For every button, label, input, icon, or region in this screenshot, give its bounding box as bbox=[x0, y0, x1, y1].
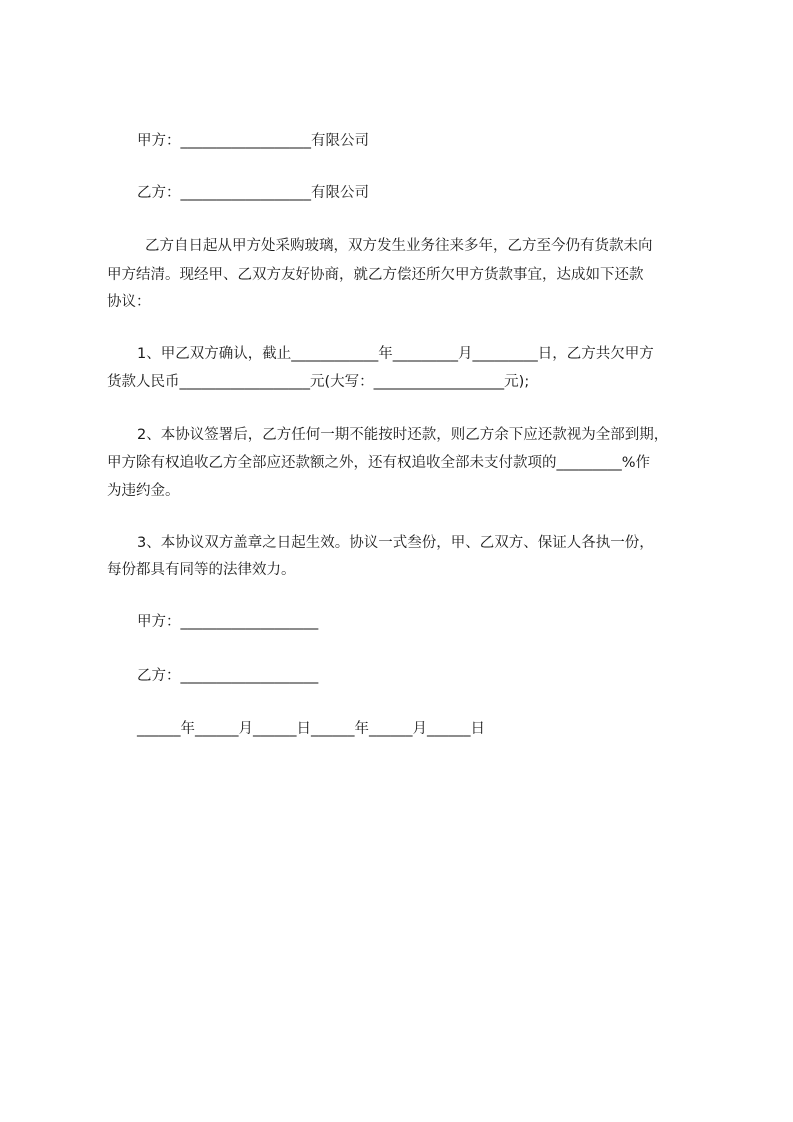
party-a-header: 甲方：__________________有限公司 bbox=[137, 133, 369, 149]
clause-3-line-2: 每份都具有同等的法律效力。 bbox=[107, 562, 296, 578]
clause-1-line-2: 货款人民币__________________元(大写：__________________元); bbox=[107, 374, 530, 390]
intro-line-3: 协议： bbox=[107, 294, 151, 310]
intro-line-2: 甲方结清。现经甲、乙双方友好协商，就乙方偿还所欠甲方货款事宜，达成如下还款 bbox=[107, 267, 644, 283]
party-b-header: 乙方：__________________有限公司 bbox=[137, 185, 369, 201]
intro-line-1: 乙方自日起从甲方处采购玻璃，双方发生业务往来多年，乙方至今仍有货款未向 bbox=[145, 238, 653, 254]
signature-date-line: ______年______月______日______年______月______日 bbox=[137, 721, 485, 737]
signature-party-b: 乙方：___________________ bbox=[137, 668, 319, 684]
clause-2-line-3: 为违约金。 bbox=[107, 483, 180, 499]
clause-3-line-1: 3、本协议双方盖章之日起生效。协议一式叁份，甲、乙双方、保证人各执一份， bbox=[137, 535, 654, 551]
signature-party-a: 甲方：___________________ bbox=[137, 614, 319, 630]
clause-2-line-1: 2、本协议签署后，乙方任何一期不能按时还款，则乙方余下应还款视为全部到期， bbox=[137, 427, 669, 443]
clause-2-line-2: 甲方除有权追收乙方全部应还款额之外，还有权追收全部未支付款项的_________%作 bbox=[107, 455, 651, 471]
clause-1-line-1: 1、甲乙双方确认，截止____________年_________月_________日，乙方共欠甲方 bbox=[137, 346, 654, 362]
